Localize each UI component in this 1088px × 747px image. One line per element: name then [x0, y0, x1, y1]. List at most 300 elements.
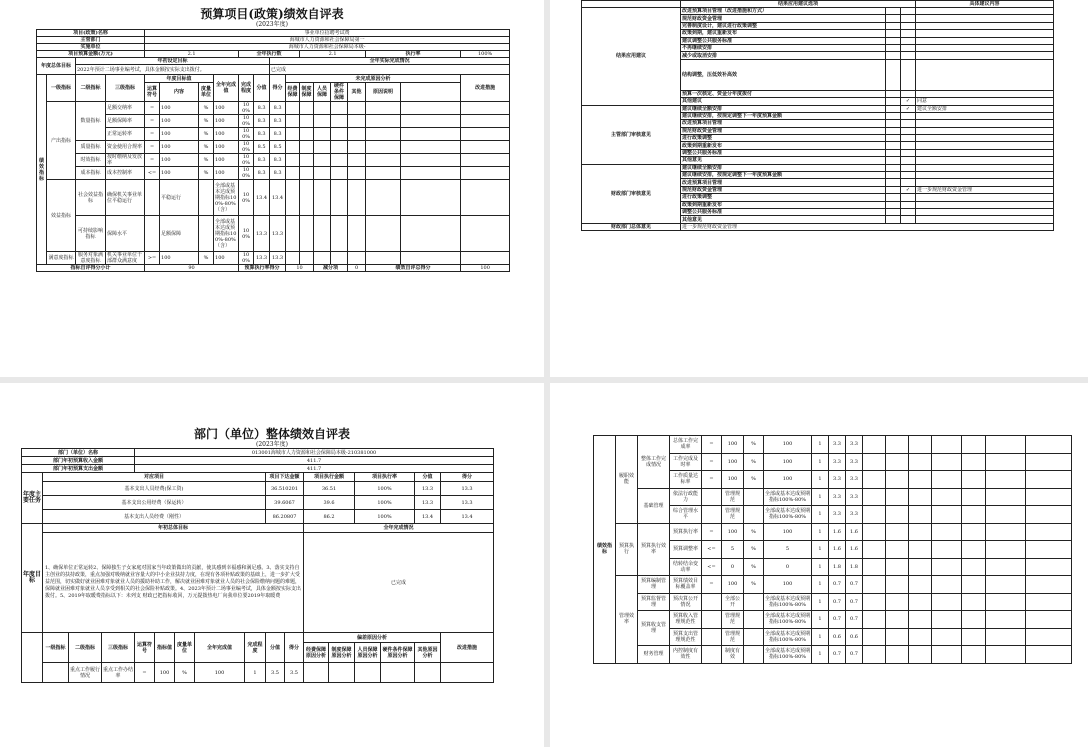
col-level1: 一级指标 — [47, 75, 76, 102]
ind-value-i: 3.5 — [266, 663, 285, 683]
task-rate: 100% — [355, 510, 415, 524]
indicator-content: 100 — [160, 102, 199, 115]
task-row — [22, 482, 494, 496]
indicator-op — [145, 216, 160, 252]
blank-cell — [932, 506, 962, 524]
indicator-level2: 服务对象满意度指标 — [76, 252, 106, 265]
dept-level1: 管理效率 — [616, 576, 638, 664]
option-note — [916, 172, 1054, 179]
ind-value-d: = — [135, 663, 155, 683]
blank-cell — [962, 453, 986, 471]
dept-unit: % — [744, 436, 764, 454]
option-note: 同意 — [916, 98, 1054, 105]
option-check — [901, 37, 916, 44]
blank-cell — [366, 128, 401, 141]
blank-cell — [986, 453, 1026, 471]
blank-cell — [300, 141, 314, 154]
blank-cell — [986, 488, 1026, 506]
blank-cell — [986, 628, 1026, 646]
blank-cell — [43, 663, 69, 683]
blank-cell — [461, 252, 510, 265]
dept-completion: 1 — [812, 506, 829, 524]
col-op: 运算符号 — [145, 83, 160, 102]
indicator-level3: 足额交纳率 — [106, 102, 145, 115]
blank-cell — [962, 436, 986, 454]
blank-cell — [863, 558, 886, 576]
blank-cell — [886, 488, 909, 506]
task-header-row — [22, 473, 494, 482]
blank-cell — [286, 128, 300, 141]
task-col-score: 分值 — [415, 473, 441, 482]
ind-col-fix: 改进措施 — [441, 633, 494, 663]
option-check — [901, 120, 916, 127]
indicator-level3: 足额保障率 — [106, 115, 145, 128]
blank-cell — [348, 167, 366, 180]
indicator-score: 13.3 — [254, 216, 270, 252]
content-header: 具体建议内容 — [916, 1, 1054, 8]
dept-value: 管理规范 — [722, 506, 744, 524]
dept-unit — [744, 611, 764, 629]
blank-cell — [863, 576, 886, 594]
option-check — [901, 8, 916, 15]
task-get: 13.3 — [441, 496, 494, 510]
ind-value-f: % — [175, 663, 195, 683]
option-text: 结构调整，压低效补高效 — [681, 59, 886, 90]
indicator-score: 8.5 — [254, 141, 270, 154]
blank-cell — [366, 154, 401, 167]
blank-cell — [886, 576, 909, 594]
goal-text: 1、确保单位正常运转2、保障独生子女家庭对国家当年政策做出的贡献，使其感到幸福感和满足感。3、落实支持自主创业的扶持政策，重点加强对吸纳就业容量大的中小企业扶持力度，在现有各项补贴政策的基础上，进一步扩大受益范围，切实做好就业困难对象就业人员的援助补助工作，解决就业困难对象就业人员的社会保险缴纳问题的难题，保障就业困难对象就业人员享受到相关的社会保险补贴政策。4、2023年预计二场事业编考试，具体金额按实际支出拨付。5、2019年取暖费指标以下：未列支 财政已把指标收回，万元提拨热电厂向我单位要2019年取暖费 — [43, 533, 304, 633]
option-text: 建议继续安排，按规定调整下一年度预算金额 — [681, 172, 886, 179]
blank-cell — [304, 663, 329, 683]
col-reason: 原因说明 — [366, 83, 401, 102]
dept-score: 1.8 — [829, 558, 846, 576]
dept-done: 全部或基本达成预期指标100%-80% — [764, 506, 812, 524]
dept-completion: 1 — [812, 576, 829, 594]
dept-value: 管理规范 — [722, 488, 744, 506]
dept-completion: 1 — [812, 453, 829, 471]
goal-header-real: 全年完成情况 — [304, 524, 494, 533]
blank-cell — [909, 453, 932, 471]
page-department-self-evaluation — [0, 383, 544, 747]
blank-cell — [348, 115, 366, 128]
option-check — [901, 59, 916, 90]
blank-cell — [886, 98, 901, 105]
indicator-score: 8.3 — [254, 128, 270, 141]
indicator-unit: % — [199, 252, 214, 265]
option-check — [901, 179, 916, 186]
blank-cell — [863, 628, 886, 646]
indicator-completion: 100% — [239, 102, 254, 115]
indicator-completion: 100% — [239, 115, 254, 128]
dept-get: 0.7 — [846, 646, 863, 664]
option-note — [916, 149, 1054, 156]
result-application-table — [581, 0, 1054, 231]
blank-cell — [401, 252, 461, 265]
department-title: 部门（单位）整体绩效自评表 — [193, 427, 350, 441]
blank-cell — [886, 22, 901, 29]
option-note — [916, 90, 1054, 97]
info-row — [37, 30, 510, 37]
ind-col-a: 一级指标 — [43, 633, 69, 663]
task-row — [22, 496, 494, 510]
blank-cell — [962, 593, 986, 611]
blank-cell — [932, 523, 962, 541]
dept-done: 100 — [764, 523, 812, 541]
indicator-get: 8.3 — [270, 115, 286, 128]
dept-done: 全部或基本达成预期指标100%-80% — [764, 593, 812, 611]
blank-cell — [886, 216, 901, 223]
blank-cell — [886, 164, 901, 171]
blank-cell — [909, 628, 932, 646]
option-text: 建议继续全额安排 — [681, 105, 886, 112]
dept-level3: 工作完成及时率 — [670, 453, 702, 471]
dept-done: 100 — [764, 576, 812, 594]
blank-cell — [886, 37, 901, 44]
indicator-row — [37, 154, 510, 167]
indicator-get: 8.5 — [270, 141, 286, 154]
blank-cell — [461, 216, 510, 252]
dept-value: 制度有效 — [722, 646, 744, 664]
blank-cell — [886, 558, 909, 576]
department-label: 部门（单位）名称 — [22, 449, 135, 457]
option-text: 其他意见 — [681, 216, 886, 223]
task-col-rate: 项目执行率 — [355, 473, 415, 482]
ind-value-b: 重点工作履行情况 — [69, 663, 102, 683]
col-reason-blank — [401, 83, 461, 102]
blank-cell — [1026, 646, 1072, 664]
blank-cell — [1026, 488, 1072, 506]
blank-cell — [909, 488, 932, 506]
blank-cell — [986, 558, 1026, 576]
deduct-label: 减分项 — [314, 265, 348, 272]
indicator-unit — [199, 180, 214, 216]
dept-op — [702, 506, 722, 524]
blank-cell — [986, 523, 1026, 541]
blank-cell — [932, 541, 962, 559]
blank-cell — [863, 471, 886, 489]
dept-score: 0.7 — [829, 593, 846, 611]
col-unit: 度量单位 — [199, 83, 214, 102]
blank-cell — [886, 593, 909, 611]
indicator-level3: 正常运转率 — [106, 128, 145, 141]
subtotal-value: 90 — [145, 265, 239, 272]
blank-cell — [863, 453, 886, 471]
ind-col-reason: 人员保障原因分析 — [355, 643, 381, 663]
dept-level2: 预算执行效率 — [638, 523, 670, 576]
blank-cell — [886, 506, 909, 524]
blank-cell — [331, 167, 348, 180]
indicator-level1: 产出指标 — [47, 102, 76, 180]
exec-label: 全年执行数 — [239, 51, 300, 58]
blank-cell — [366, 216, 401, 252]
dept-op — [702, 646, 722, 664]
deduct-value: 0 — [348, 265, 366, 272]
blank-cell — [886, 611, 909, 629]
option-text: 调整公共服务标准 — [681, 149, 886, 156]
blank-cell — [962, 628, 986, 646]
option-text: 政策到期重新发布 — [681, 142, 886, 149]
indicator-get: 8.3 — [270, 154, 286, 167]
option-note — [916, 37, 1054, 44]
option-check — [901, 194, 916, 201]
option-text: 其他建议 — [681, 98, 886, 105]
blank-cell — [886, 112, 901, 119]
task-exec: 39.6 — [304, 496, 355, 510]
task-score: 13.3 — [415, 482, 441, 496]
department-info-row — [22, 457, 494, 465]
option-note — [916, 135, 1054, 142]
dept-level2: 预算收支管理 — [638, 611, 670, 646]
department-indicator-table — [593, 435, 1072, 664]
ind-col-b: 二级指标 — [69, 633, 102, 663]
blank-cell — [366, 167, 401, 180]
option-note — [916, 194, 1054, 201]
indicator-completion: 100% — [239, 180, 254, 216]
option-text: 进行政策调整 — [681, 194, 886, 201]
dept-op — [702, 593, 722, 611]
blank-cell — [314, 128, 331, 141]
department-evaluation-table — [21, 448, 494, 683]
blank-cell — [962, 523, 986, 541]
blank-cell — [886, 105, 901, 112]
blank-cell — [909, 506, 932, 524]
dept-unit — [744, 488, 764, 506]
dept-value: 全部公开 — [722, 593, 744, 611]
option-check — [901, 22, 916, 29]
blank-cell — [886, 52, 901, 59]
col-reason: 制度保障 — [300, 83, 314, 102]
blank-cell — [886, 194, 901, 201]
task-item: 基本支出公用经费（保运转） — [43, 496, 266, 510]
blank-cell — [401, 115, 461, 128]
indicator-done: 100 — [214, 141, 239, 154]
blank-cell — [300, 180, 314, 216]
page-title: 预算项目(政策)绩效自评表 — [200, 7, 344, 21]
indicator-op: = — [145, 102, 160, 115]
indicator-completion: 100% — [239, 216, 254, 252]
blank-cell — [348, 102, 366, 115]
department-value: 411.7 — [135, 457, 494, 465]
blank-cell — [886, 646, 909, 664]
options-header: 结果应用建议选项 — [681, 1, 916, 8]
option-check — [901, 90, 916, 97]
dept-get: 0.6 — [846, 628, 863, 646]
option-note — [916, 208, 1054, 215]
option-text: 进行政策调整 — [681, 135, 886, 142]
dept-indicator-row — [594, 488, 1072, 506]
option-check — [901, 127, 916, 134]
dept-score: 1.6 — [829, 523, 846, 541]
indicator-score: 8.3 — [254, 167, 270, 180]
indicator-op — [145, 180, 160, 216]
department-info-row — [22, 465, 494, 473]
dept-score: 3.3 — [829, 488, 846, 506]
task-col-exec: 项目执行金额 — [304, 473, 355, 482]
option-text: 建议继续全额安排 — [681, 164, 886, 171]
indicator-completion: 100% — [239, 128, 254, 141]
blank-cell — [886, 186, 901, 193]
dept-level3: 预决算公开情况 — [670, 593, 702, 611]
indicator-completion: 100% — [239, 141, 254, 154]
blank-cell — [1026, 628, 1072, 646]
dept-unit — [744, 628, 764, 646]
blank-cell — [366, 141, 401, 154]
blank-cell — [461, 180, 510, 216]
blank-cell — [286, 102, 300, 115]
col-content: 内容 — [160, 83, 199, 102]
total-label: 绩效自评总得分 — [366, 265, 461, 272]
option-text: 改进预算项目管理 — [681, 179, 886, 186]
indicator-level2: 质量指标 — [76, 141, 106, 154]
section-label: 财政部门审核意见 — [582, 164, 681, 223]
goal-header-row — [22, 524, 494, 533]
dept-completion: 1 — [812, 611, 829, 629]
dept-level3: 预算执行率 — [670, 523, 702, 541]
blank-cell — [932, 576, 962, 594]
blank-cell — [366, 115, 401, 128]
budget-label: 项目预算金额(万元) — [37, 51, 145, 58]
ind-col-i: 分值 — [266, 633, 285, 663]
dept-completion: 1 — [812, 523, 829, 541]
blank-cell — [401, 216, 461, 252]
indicator-row — [37, 128, 510, 141]
goal-set-text: 2022年预计二场事业编考试，具体金额按实际支出拨付。 — [76, 65, 270, 75]
indicator-completion: 100% — [239, 252, 254, 265]
indicator-level2: 时效指标 — [76, 154, 106, 167]
indicator-done: 100 — [214, 115, 239, 128]
perf-label: 绩效指标 — [594, 436, 616, 664]
dept-op — [702, 628, 722, 646]
blank-cell — [348, 128, 366, 141]
blank-cell — [366, 102, 401, 115]
indicator-get: 8.3 — [270, 128, 286, 141]
budget-amount: 2.1 — [145, 51, 239, 58]
task-label: 年度主要任务 — [22, 473, 43, 524]
department-value: 411.7 — [135, 465, 494, 473]
indicator-header-row — [37, 75, 510, 83]
blank-cell — [1026, 436, 1072, 454]
indicator-content: 100 — [160, 115, 199, 128]
blank-cell — [886, 8, 901, 15]
dept-value: 100 — [722, 453, 744, 471]
option-note — [916, 179, 1054, 186]
blank-cell — [314, 216, 331, 252]
option-note: 进一步规范财政资金管理 — [916, 186, 1054, 193]
blank-cell — [886, 208, 901, 215]
blank-cell — [286, 115, 300, 128]
ind-col-reason: 其他原因分析 — [415, 643, 441, 663]
dept-completion: 1 — [812, 646, 829, 664]
ind-value-c: 重点工作办结率 — [102, 663, 135, 683]
option-check: ✓ — [901, 186, 916, 193]
dept-level3: 结转结余变动率 — [670, 558, 702, 576]
indicator-done: 全部或基本达成预期指标100%-80%（含） — [214, 180, 239, 216]
option-note — [916, 52, 1054, 59]
indicator-op: >= — [145, 252, 160, 265]
option-text: 规范财政资金管理 — [681, 127, 886, 134]
blank-cell — [932, 436, 962, 454]
goal-set-header: 年初设定目标 — [76, 58, 270, 65]
dept-level2: 基础管理 — [638, 488, 670, 523]
option-check — [901, 149, 916, 156]
blank-cell — [1026, 523, 1072, 541]
blank-cell — [863, 523, 886, 541]
ind-col-reason: 经费保障原因分析 — [304, 643, 329, 663]
option-text: 政策到期重新发布 — [681, 201, 886, 208]
indicator-level1: 满意度指标 — [47, 252, 76, 265]
blank-cell — [909, 541, 932, 559]
dept-level3: 工作质量达标率 — [670, 471, 702, 489]
blank-cell — [401, 154, 461, 167]
task-row — [22, 510, 494, 524]
blank-cell — [1026, 471, 1072, 489]
blank-cell — [932, 471, 962, 489]
blank-cell — [348, 154, 366, 167]
dept-unit: % — [744, 541, 764, 559]
indicator-level3: 确保机关事业单位平稳运行 — [106, 180, 145, 216]
task-col-item: 对应项目 — [43, 473, 266, 482]
dept-completion: 1 — [812, 471, 829, 489]
section-label: 结果应用建议 — [582, 8, 681, 106]
blank-cell — [886, 15, 901, 22]
option-note — [916, 22, 1054, 29]
dept-score: 3.3 — [829, 471, 846, 489]
option-check — [901, 52, 916, 59]
indicator-completion: 100% — [239, 167, 254, 180]
blank-cell — [366, 252, 401, 265]
blank-cell — [286, 252, 300, 265]
dept-op: = — [702, 471, 722, 489]
blank-cell — [1026, 611, 1072, 629]
indicator-done: 100 — [214, 154, 239, 167]
dept-done: 0 — [764, 558, 812, 576]
dept-score: 3.3 — [829, 453, 846, 471]
dept-get: 0.7 — [846, 593, 863, 611]
col-reason: 人员保障 — [314, 83, 331, 102]
dept-get: 1.6 — [846, 541, 863, 559]
blank-cell — [863, 593, 886, 611]
dept-value: 100 — [722, 471, 744, 489]
blank-cell — [401, 102, 461, 115]
final-label: 财政部门总体意见 — [582, 223, 681, 230]
dept-score: 1.6 — [829, 541, 846, 559]
blank-cell — [314, 141, 331, 154]
department-value: 013001海城市人力资源和社会保障局本级-210381000 — [135, 449, 494, 457]
dept-score: 0.7 — [829, 646, 846, 664]
dept-level3: 总体工作完成率 — [670, 436, 702, 454]
dept-op: = — [702, 523, 722, 541]
indicator-get: 13.3 — [270, 252, 286, 265]
blank-cell — [314, 115, 331, 128]
option-note — [916, 112, 1054, 119]
goal-real-text: 已完成 — [270, 65, 510, 75]
blank-cell — [582, 1, 681, 8]
ind-col-reason: 制度保障原因分析 — [329, 643, 355, 663]
ind-col-c: 三级指标 — [102, 633, 135, 663]
dept-level2: 预算监督管理 — [638, 593, 670, 611]
blank-cell — [986, 471, 1026, 489]
goal-label: 年度目标 — [22, 524, 43, 633]
blank-cell — [331, 115, 348, 128]
blank-cell — [886, 90, 901, 97]
dept-unit: % — [744, 453, 764, 471]
option-note — [916, 8, 1054, 15]
dept-get: 1.6 — [846, 523, 863, 541]
indicator-level3: 机关事业单位干部群众满意度 — [106, 252, 145, 265]
col-unreached: 未完成原因分析 — [286, 75, 461, 83]
col-get: 得分 — [270, 75, 286, 102]
